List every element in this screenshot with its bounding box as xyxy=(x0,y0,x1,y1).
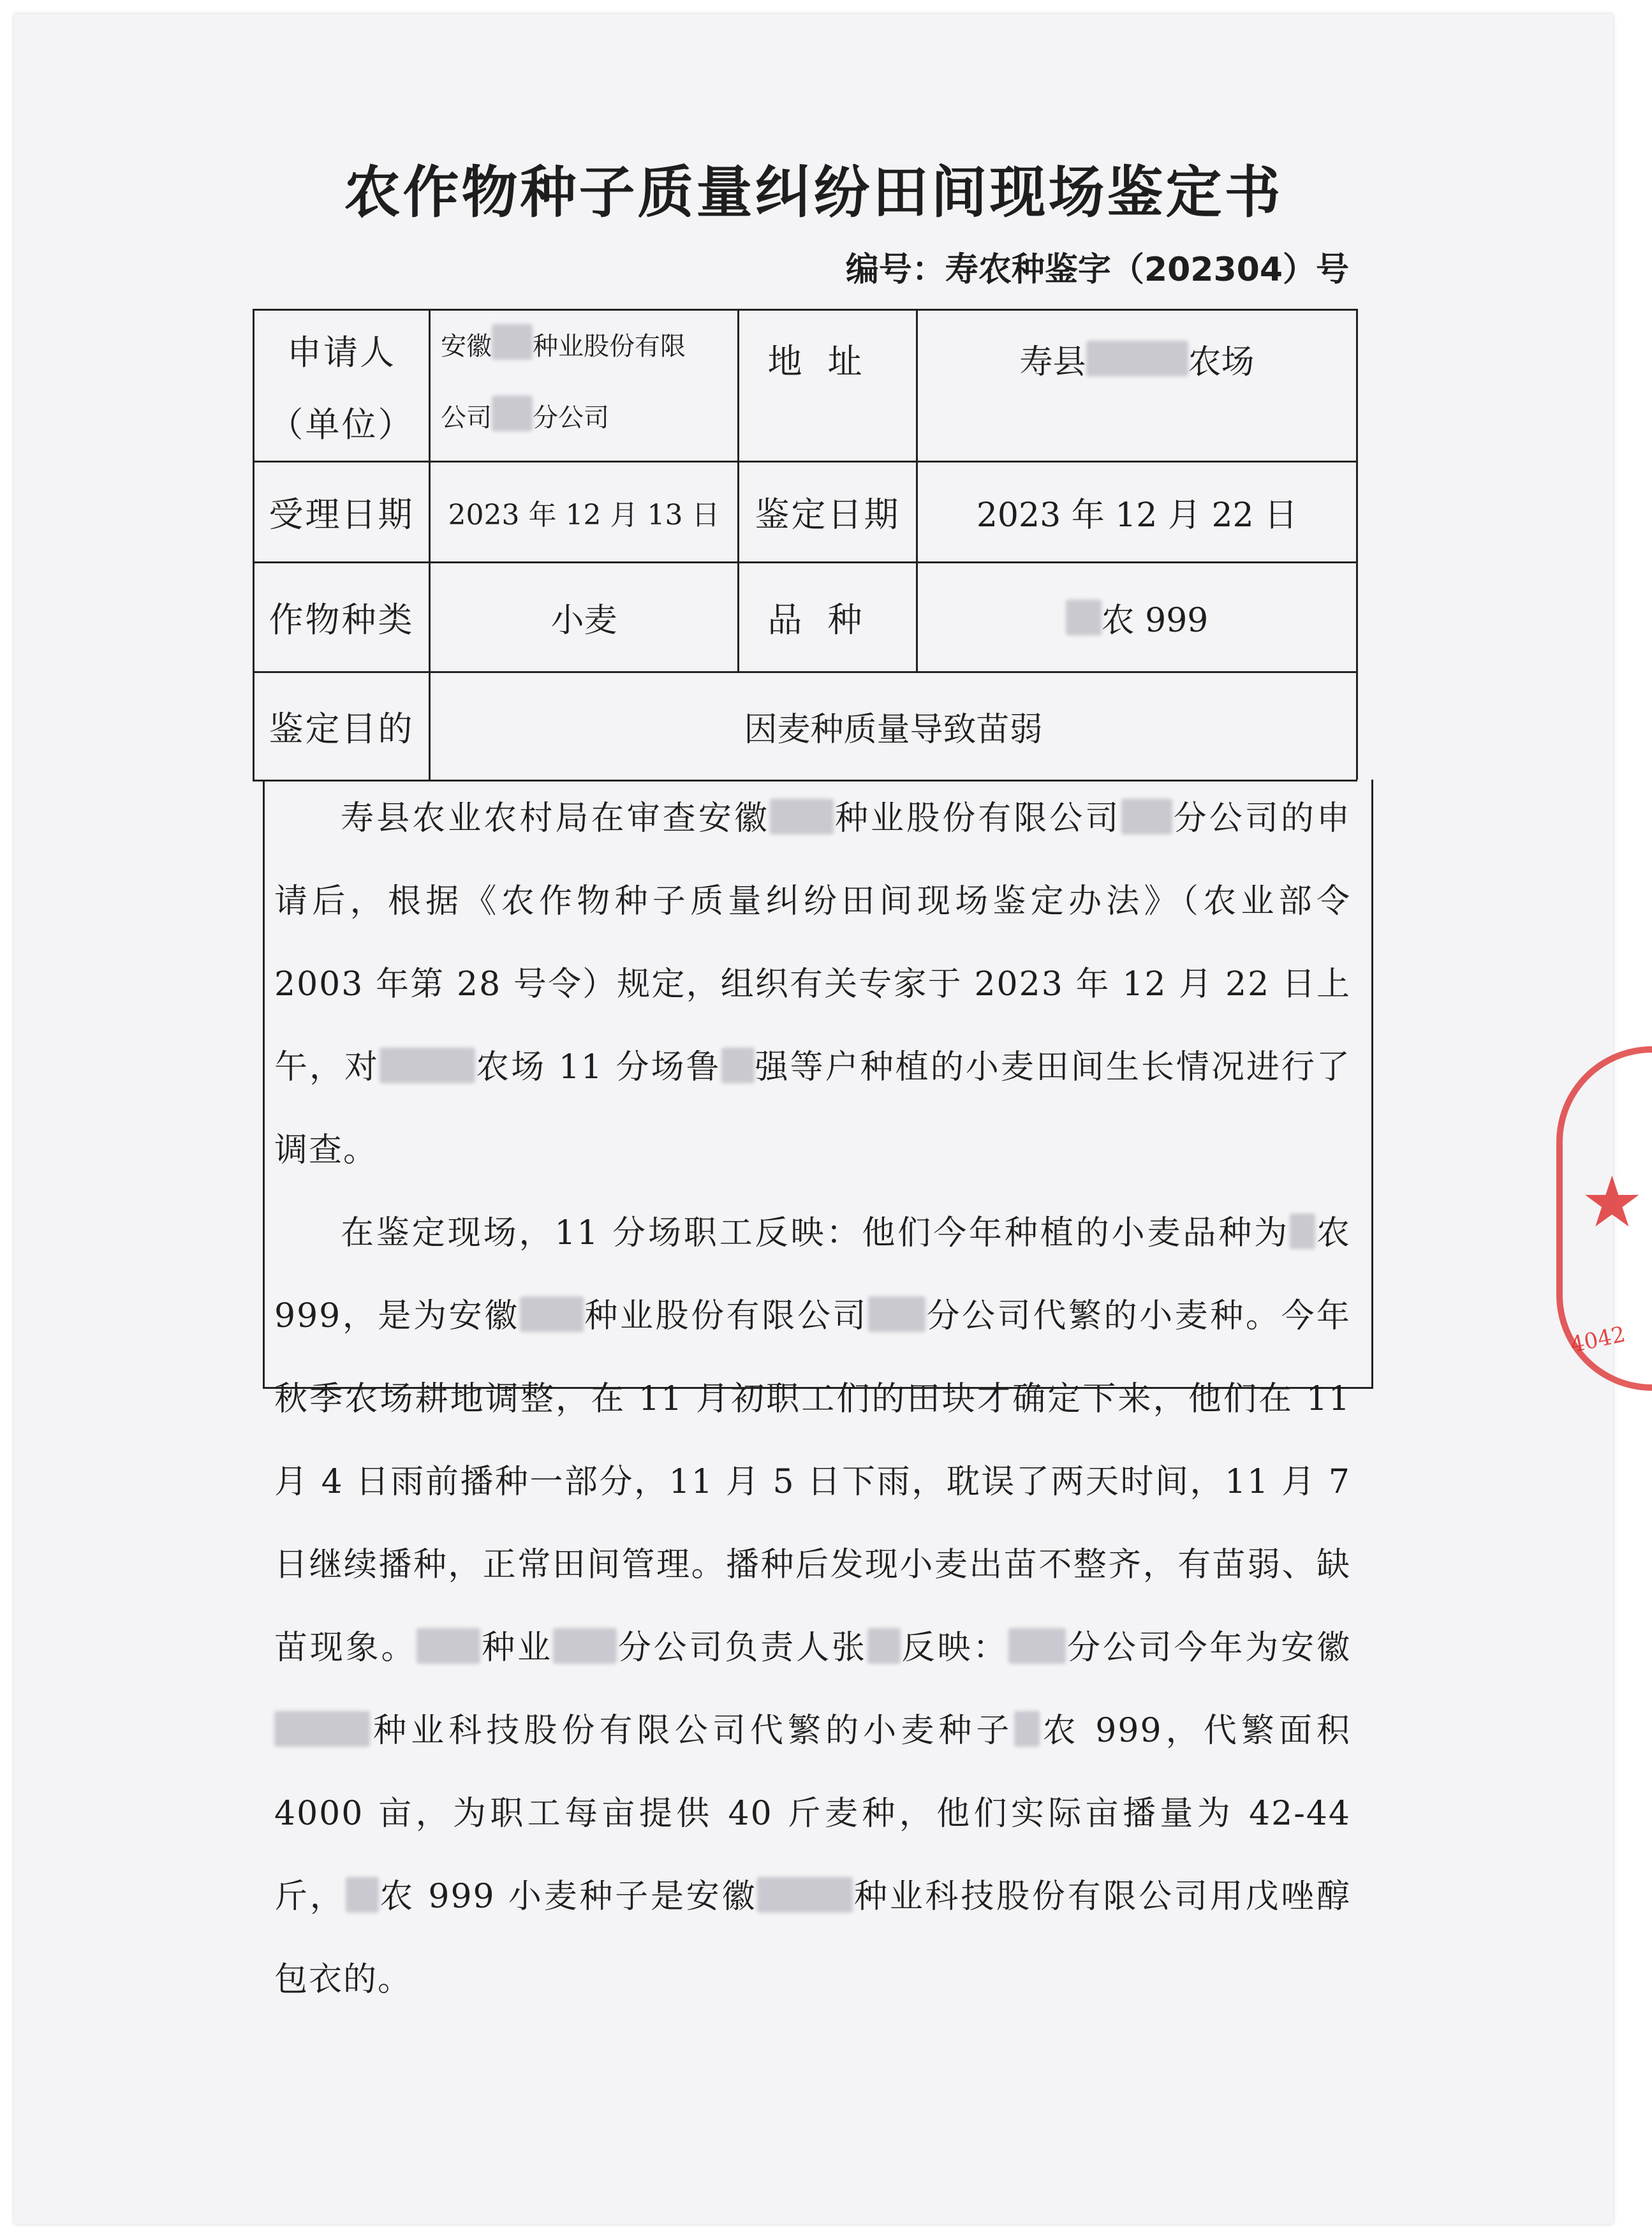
redaction xyxy=(1086,341,1188,376)
text: 种业科技股份有限公司用戊唑醇包衣的。 xyxy=(274,1878,1351,1999)
applicant-label xyxy=(254,311,429,461)
paragraph-2 xyxy=(274,1192,1351,2021)
redaction xyxy=(1290,1213,1315,1249)
redaction xyxy=(1008,1628,1066,1664)
text: 寿县农业农村局在审查安徽 xyxy=(341,799,770,838)
appraise-date-label: 鉴定日期 xyxy=(755,494,901,535)
address-part: 农场 xyxy=(1188,343,1255,382)
redaction xyxy=(346,1877,379,1913)
appraise-date-value: 2023 年 12 月 22 日 xyxy=(976,496,1298,535)
text: 分公司负责人张 xyxy=(616,1629,867,1667)
address-part: 寿县 xyxy=(1019,343,1086,382)
applicant-part: 分公司 xyxy=(533,403,609,433)
text: 种业科技股份有限公司代繁的小麦种子 xyxy=(370,1712,1014,1750)
redaction xyxy=(520,1296,584,1332)
crop-value: 小麦 xyxy=(550,602,617,640)
text: 农场 11 分场鲁 xyxy=(475,1048,721,1086)
document-body xyxy=(274,777,1351,2021)
applicant-value xyxy=(431,311,737,461)
text: 在鉴定现场，11 分场职工反映：他们今年种植的小麦品种为 xyxy=(341,1214,1290,1252)
accept-date-value: 2023 年 12 月 13 日 xyxy=(448,498,720,531)
accept-date-label: 受理日期 xyxy=(269,494,415,535)
variety-value xyxy=(918,563,1356,671)
text: 农 999 小麦种子是安徽 xyxy=(378,1878,758,1916)
text: 强等户种植的小麦田间生长情况进行了调查。 xyxy=(274,1048,1351,1169)
variety-text: 农 999 xyxy=(1101,602,1209,640)
paragraph-1 xyxy=(274,777,1351,1192)
seal-star-icon: ★ xyxy=(1581,1161,1644,1243)
text: 分公司今年为安徽 xyxy=(1066,1629,1351,1667)
redaction xyxy=(1066,600,1102,635)
address-value xyxy=(918,311,1356,406)
text: 分公司的申请后，根据《农作物种子质量纠纷田间现场鉴定办法》（农业部令 2003 年第 28 号令）规定，组织有关专家于 2023 年 12 月 22 日上午，对 xyxy=(274,799,1351,1086)
redaction xyxy=(1121,799,1172,834)
text: 反映： xyxy=(900,1629,1009,1667)
variety-label: 品种 xyxy=(767,600,888,640)
document-title: 农作物种子质量纠纷田间现场鉴定书 xyxy=(344,159,1283,225)
applicant-part: 种业股份有限 xyxy=(533,332,686,361)
redaction xyxy=(867,1628,901,1664)
redaction xyxy=(868,1296,926,1332)
redaction xyxy=(770,799,834,834)
applicant-part: 公司 xyxy=(441,403,492,433)
text: 分公司代繁的小麦种。今年秋季农场耕地调整，在 11 月初职工们的田块才确定下来，他们在 11 月 4 日雨前播种一部分，11 月 5 日下雨，耽误了两天时间，11 月 7 日继续播种，正常田间管理。播种后发现小麦出苗不整齐，有苗弱、缺苗现象。 xyxy=(274,1297,1351,1667)
redaction xyxy=(492,324,533,360)
address-label: 地址 xyxy=(767,341,888,382)
redaction xyxy=(380,1048,475,1083)
applicant-part: 安徽 xyxy=(441,332,492,361)
text: 种业股份有限公司 xyxy=(833,799,1121,838)
applicant-value-line2 xyxy=(441,382,737,454)
redaction xyxy=(721,1048,755,1083)
redaction xyxy=(492,396,533,431)
text: 农 999，代繁面积 4000 亩，为职工每亩提供 40 斤麦种，他们实际亩播量为 42-44 斤， xyxy=(274,1712,1351,1916)
redaction xyxy=(757,1877,853,1913)
purpose-value: 因麦种质量导致苗弱 xyxy=(744,711,1043,749)
redaction xyxy=(417,1628,480,1664)
applicant-label-line1: 申请人 xyxy=(287,332,396,373)
purpose-label: 鉴定目的 xyxy=(269,709,415,749)
text: 农 999，是为安徽 xyxy=(274,1214,1351,1335)
text: 种业 xyxy=(480,1629,553,1667)
document-number: 编号：寿农种鉴字（202304）号 xyxy=(845,251,1349,289)
redaction xyxy=(274,1711,370,1747)
crop-label: 作物种类 xyxy=(269,600,415,640)
applicant-value-line1 xyxy=(441,311,737,382)
redaction xyxy=(1014,1711,1040,1747)
seal-text: 4042 xyxy=(1568,1321,1628,1358)
applicant-label-line2: （单位） xyxy=(269,404,415,445)
redaction xyxy=(553,1628,617,1664)
text: 种业股份有限公司 xyxy=(583,1297,868,1335)
